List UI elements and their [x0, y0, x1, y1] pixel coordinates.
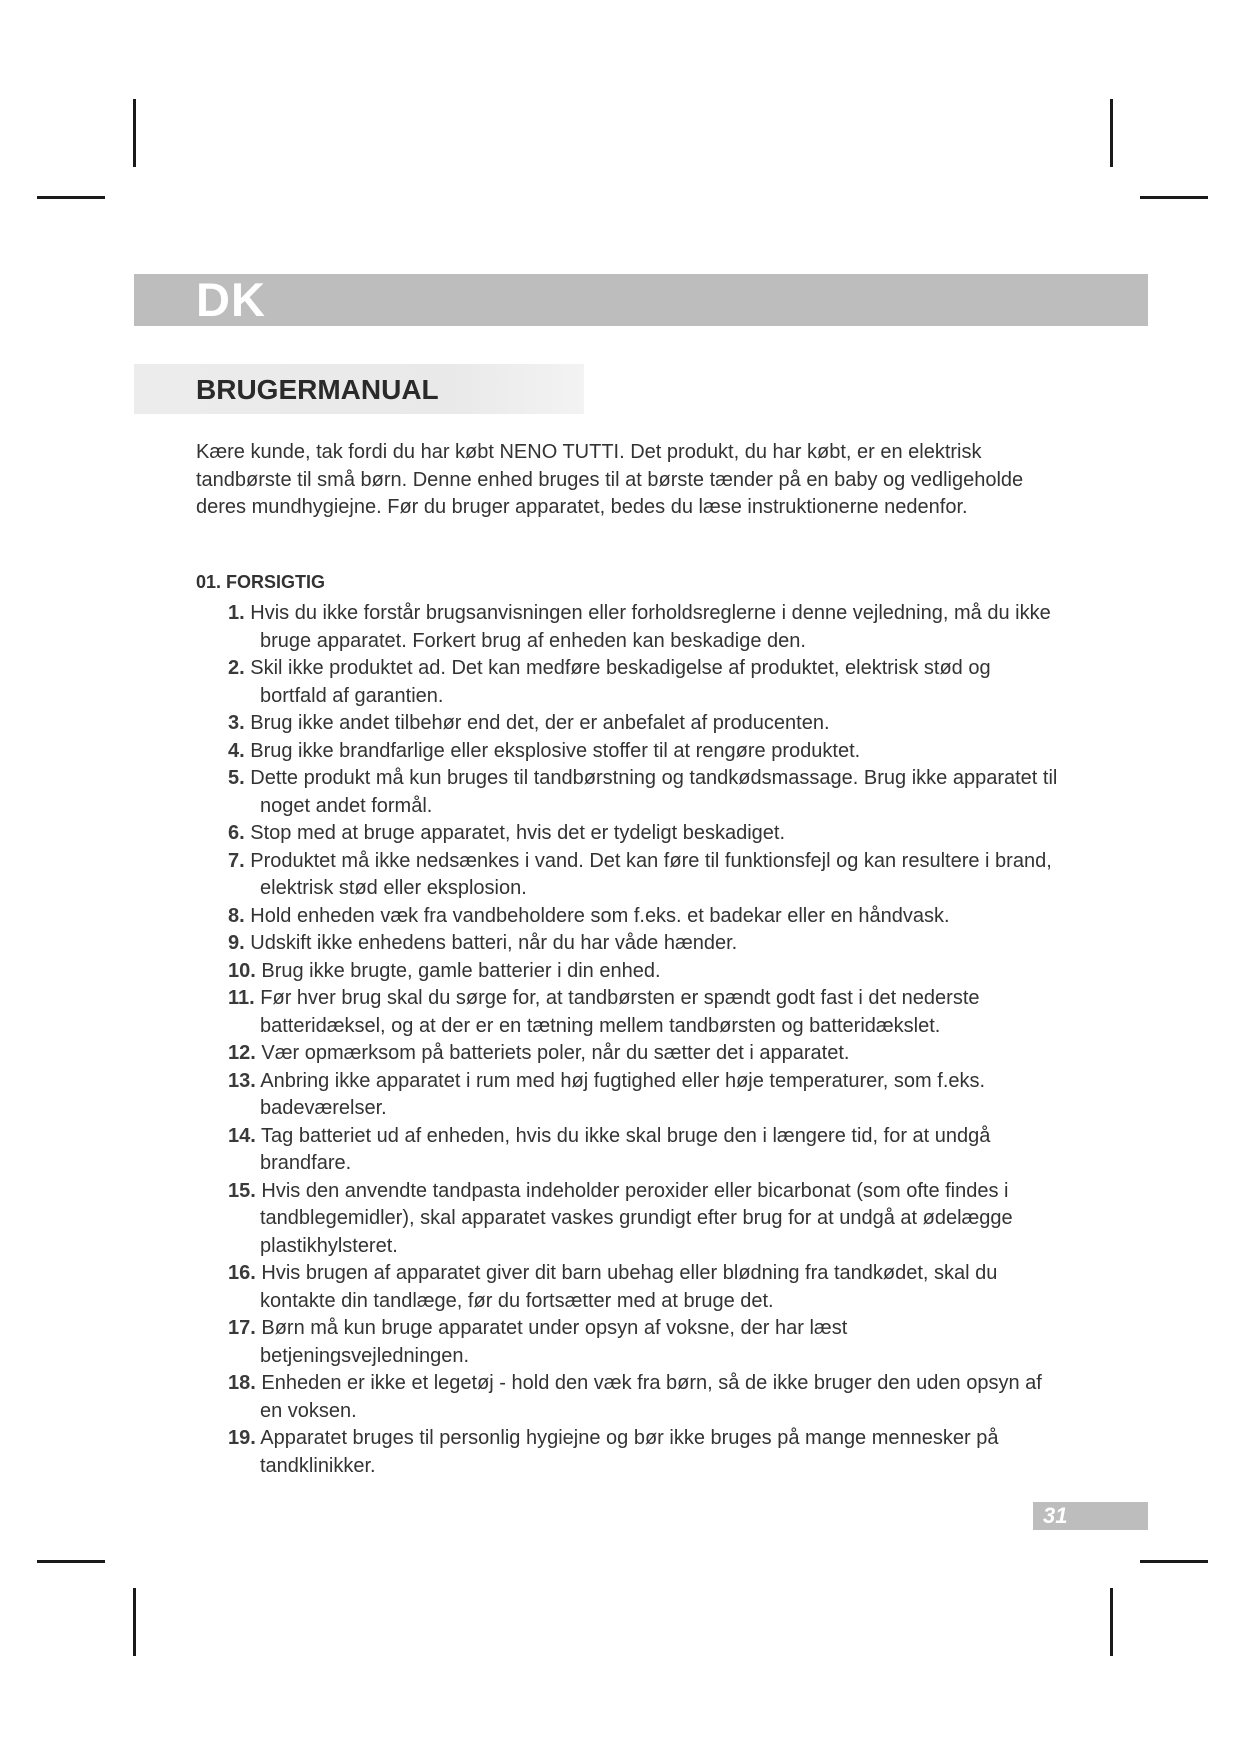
list-item-number: 10.	[228, 959, 256, 982]
crop-mark-bottom-left-horizontal	[37, 1560, 105, 1563]
title-bar	[134, 364, 584, 414]
list-item	[228, 1040, 1058, 1068]
list-item	[228, 820, 1058, 848]
caution-list	[228, 600, 1058, 1480]
list-item-number: 9.	[228, 932, 245, 954]
language-code: DK	[196, 273, 266, 326]
crop-mark-top-left-vertical	[133, 99, 136, 167]
list-item	[228, 765, 1058, 820]
list-item-number: 1.	[228, 602, 245, 624]
list-item-text: Tag batteriet ud af enheden, hvis du ikke skal bruge den i længere tid, for at undgå brandfare.	[260, 1124, 991, 1174]
list-item-number: 19.	[228, 1427, 256, 1449]
list-item-number: 6.	[228, 822, 245, 844]
list-item-number: 5.	[228, 767, 245, 789]
crop-mark-top-right-vertical	[1110, 99, 1113, 167]
page-number: 31	[1043, 1503, 1068, 1528]
list-item-text: Apparatet bruges til personlig hygiejne og bør ikke bruges på mange mennesker på tandklinikker.	[260, 1427, 999, 1477]
list-item	[228, 1178, 1058, 1261]
crop-mark-top-left-horizontal	[37, 196, 105, 199]
list-item-number: 8.	[228, 904, 245, 927]
page-title: BRUGERMANUAL	[196, 374, 439, 405]
list-item-text: Hvis du ikke forstår brugsanvisningen eller forholdsreglerne i denne vejledning, må du ikke bruge apparatet. Forkert brug af enheden kan beskadige den.	[250, 602, 1051, 652]
list-item	[228, 600, 1058, 655]
list-item	[228, 1123, 1058, 1178]
list-item-text: Hvis den anvendte tandpasta indeholder peroxider eller bicarbonat (som ofte findes i tandblegemidler), skal apparatet vaskes grundigt efter brug for at undgå at ødelægge plastikhylsteret.	[260, 1179, 1013, 1257]
list-item-number: 4.	[228, 739, 245, 762]
list-item	[228, 958, 1058, 986]
list-item-text: Hvis brugen af apparatet giver dit barn ubehag eller blødning fra tandkødet, skal du kontakte din tandlæge, før du fortsætter med at bruge det.	[260, 1262, 998, 1312]
list-item-number: 7.	[228, 849, 245, 872]
list-item	[228, 903, 1058, 931]
list-item	[228, 738, 1058, 766]
intro-paragraph: Kære kunde, tak fordi du har købt NENO TUTTI. Det produkt, du har købt, er en elektrisk tandbørste til små børn. Denne enhed bruges til at børste tænder på en baby og vedligeholde deres mundhygiejne. Før du bruger apparatet, bedes du læse instruktionerne nedenfor.	[196, 441, 1024, 518]
crop-mark-top-right-horizontal	[1140, 196, 1208, 199]
list-item-text: Stop med at bruge apparatet, hvis det er tydeligt beskadiget.	[250, 822, 786, 844]
list-item	[228, 655, 1058, 710]
list-item-text: Børn må kun bruge apparatet under opsyn af voksne, der har læst betjeningsvejledningen.	[260, 1317, 848, 1367]
list-item	[228, 710, 1058, 738]
list-item-number: 11.	[228, 987, 255, 1009]
list-item-text: Brug ikke brugte, gamle batterier i din enhed.	[261, 959, 661, 982]
list-item	[228, 848, 1058, 903]
list-item-number: 12.	[228, 1042, 256, 1064]
list-item	[228, 1425, 1058, 1480]
list-item-text: Udskift ikke enhedens batteri, når du har våde hænder.	[250, 932, 738, 954]
list-item-number: 14.	[228, 1124, 256, 1147]
language-banner	[134, 274, 1148, 326]
list-item-text: Før hver brug skal du sørge for, at tandbørsten er spændt godt fast i det nederste batteridæksel, og at der er en tætning mellem tandbørsten og batteridækslet.	[260, 987, 980, 1037]
crop-mark-bottom-right-horizontal	[1140, 1560, 1208, 1563]
crop-mark-bottom-right-vertical	[1110, 1588, 1113, 1656]
list-item-text: Skil ikke produktet ad. Det kan medføre beskadigelse af produktet, elektrisk stød og bortfald af garantien.	[250, 657, 991, 707]
list-item-number: 15.	[228, 1179, 256, 1202]
list-item	[228, 1315, 1058, 1370]
list-item	[228, 1068, 1058, 1123]
list-item	[228, 985, 1058, 1040]
list-item-text: Hold enheden væk fra vandbeholdere som f.eks. et badekar eller en håndvask.	[250, 904, 950, 927]
list-item	[228, 1370, 1058, 1425]
list-item-text: Anbring ikke apparatet i rum med høj fugtighed eller høje temperaturer, som f.eks. badeværelser.	[260, 1069, 986, 1119]
list-item-text: Brug ikke brandfarlige eller eksplosive stoffer til at rengøre produktet.	[250, 739, 861, 762]
list-item-text: Produktet må ikke nedsænkes i vand. Det kan føre til funktionsfejl og kan resultere i brand, elektrisk stød eller eksplosion.	[250, 849, 1052, 899]
section-heading: 01. FORSIGTIG	[196, 572, 326, 592]
list-item-text: Brug ikke andet tilbehør end det, der er anbefalet af producenten.	[250, 712, 830, 734]
list-item-number: 18.	[228, 1372, 256, 1394]
list-item	[228, 930, 1058, 958]
list-item-text: Dette produkt må kun bruges til tandbørstning og tandkødsmassage. Brug ikke apparatet til noget andet formål.	[250, 767, 1058, 817]
list-item-text: Vær opmærksom på batteriets poler, når du sætter det i apparatet.	[261, 1042, 850, 1064]
list-item-number: 13.	[228, 1069, 256, 1092]
list-item-number: 17.	[228, 1317, 256, 1339]
list-item-text: Enheden er ikke et legetøj - hold den væk fra børn, så de ikke bruger den uden opsyn af en voksen.	[260, 1372, 1042, 1422]
list-item-number: 2.	[228, 657, 245, 679]
list-item-number: 3.	[228, 712, 245, 734]
list-item	[228, 1260, 1058, 1315]
crop-mark-bottom-left-vertical	[133, 1588, 136, 1656]
page-number-box	[1033, 1502, 1148, 1530]
list-item-number: 16.	[228, 1262, 256, 1284]
